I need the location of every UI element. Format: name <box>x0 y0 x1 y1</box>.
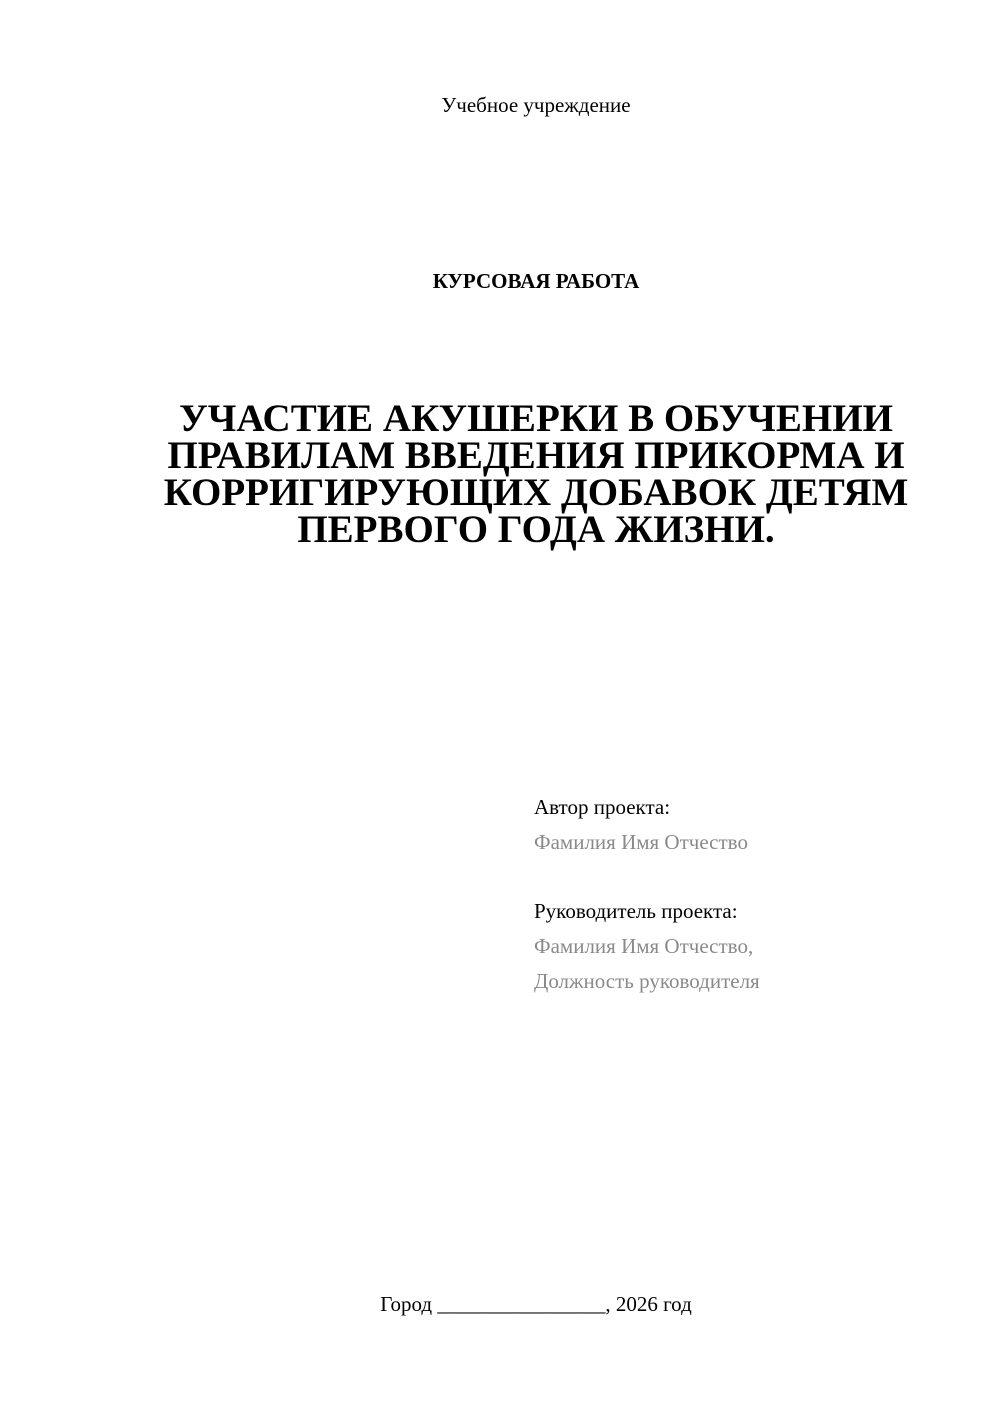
work-type-heading: КУРСОВАЯ РАБОТА <box>432 269 640 293</box>
author-name: Фамилия Имя Отчество <box>534 830 748 854</box>
title-line: ПРАВИЛАМ ВВЕДЕНИЯ ПРИКОРМА И <box>167 434 905 477</box>
title-line: ПЕРВОГО ГОДА ЖИЗНИ. <box>297 508 775 551</box>
title-line: УЧАСТИЕ АКУШЕРКИ В ОБУЧЕНИИ <box>179 397 893 440</box>
supervisor-name: Фамилия Имя Отчество, <box>534 934 754 958</box>
city-year-line: Город ________________, 2026 год <box>380 1292 692 1316</box>
supervisor-label: Руководитель проекта: <box>534 899 738 923</box>
credits-spacer <box>534 860 974 894</box>
author-label: Автор проекта: <box>534 795 671 819</box>
title-line: КОРРИГИРУЮЩИХ ДОБАВОК ДЕТЯМ <box>163 471 909 514</box>
institution-name: Учебное учреждение <box>441 93 631 117</box>
credits-block <box>534 790 974 999</box>
document-title <box>130 397 942 551</box>
supervisor-position: Должность руководителя <box>534 969 760 993</box>
